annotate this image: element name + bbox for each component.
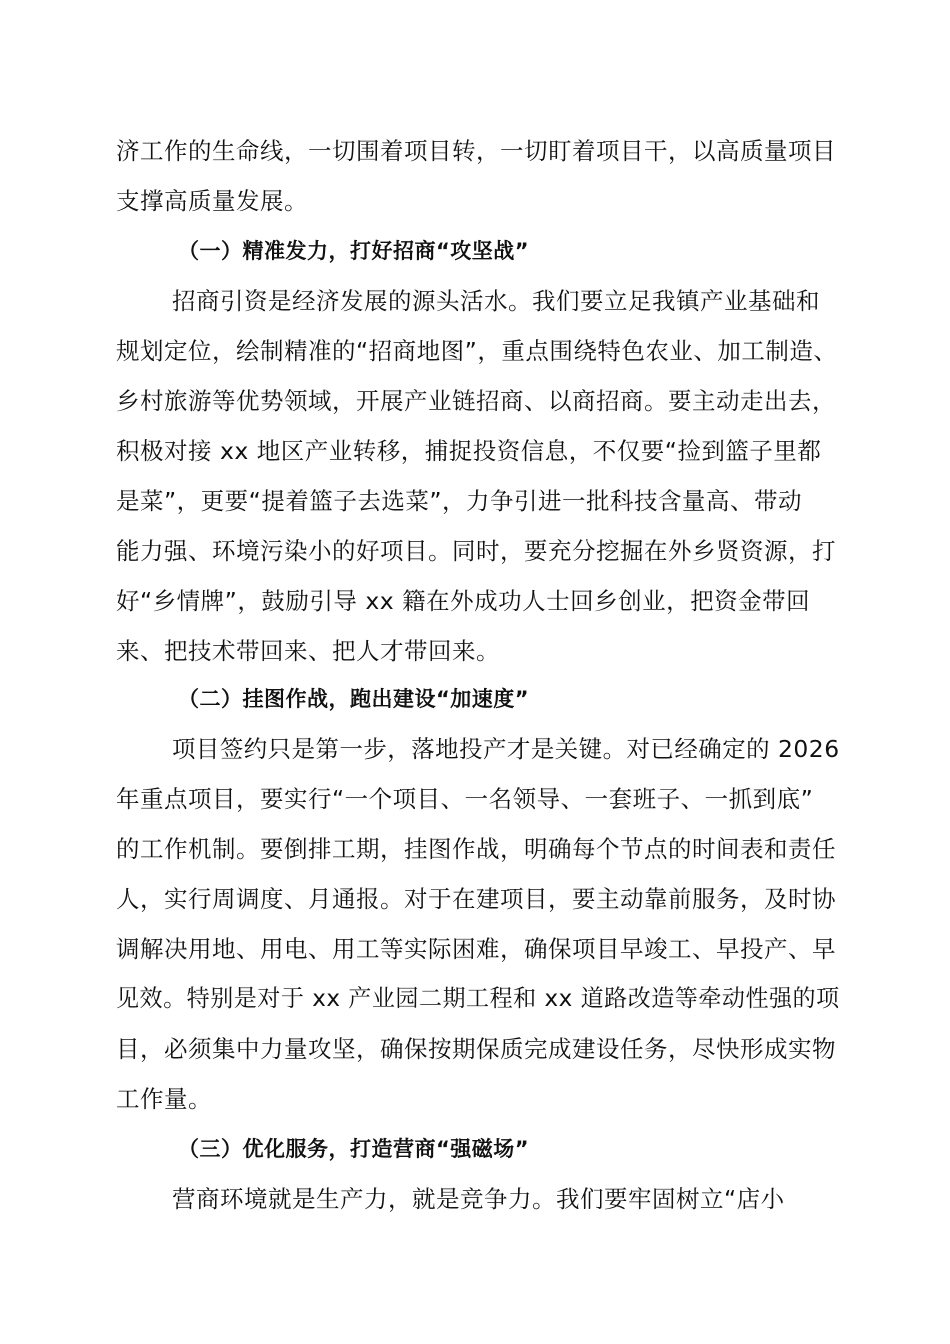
paragraph-line: 是菜”，更要“提着篮子去选菜”，力争引进一批科技含量高、带动 <box>116 487 803 515</box>
section-heading-1: （一）精准发力，打好招商“攻坚战” <box>178 239 530 263</box>
section-heading-3: （三）优化服务，打造营商“强磁场” <box>178 1137 530 1161</box>
paragraph-line: 调解决用地、用电、用工等实际困难，确保项目早竣工、早投产、早 <box>116 935 836 963</box>
paragraph-line: 工作量。 <box>116 1085 212 1113</box>
section-heading-2: （二）挂图作战，跑出建设“加速度” <box>178 687 530 711</box>
paragraph-line: 来、把技术带回来、把人才带回来。 <box>116 637 500 665</box>
paragraph-line: 的工作机制。要倒排工期，挂图作战，明确每个节点的时间表和责任 <box>116 835 836 863</box>
paragraph-line: 见效。特别是对于 xx 产业园二期工程和 xx 道路改造等牵动性强的项 <box>116 986 840 1012</box>
paragraph-line: 规划定位，绘制精准的“招商地图”，重点围绕特色农业、加工制造、 <box>116 337 838 365</box>
paragraph-line: 目，必须集中力量攻坚，确保按期保质完成建设任务，尽快形成实物 <box>116 1035 836 1063</box>
paragraph-line: 能力强、环境污染小的好项目。同时，要充分挖掘在外乡贤资源，打 <box>116 537 836 565</box>
paragraph-line: 积极对接 xx 地区产业转移，捕捉投资信息，不仅要“捡到篮子里都 <box>116 437 822 465</box>
paragraph-line: 乡村旅游等优势领域，开展产业链招商、以商招商。要主动走出去， <box>116 387 836 415</box>
paragraph-line: 支撑高质量发展。 <box>116 187 308 215</box>
paragraph-line: 项目签约只是第一步，落地投产才是关键。对已经确定的 2026 <box>172 735 840 763</box>
paragraph-line: 好“乡情牌”，鼓励引导 xx 籍在外成功人士回乡创业，把资金带回 <box>116 587 811 615</box>
paragraph-line: 济工作的生命线，一切围着项目转，一切盯着项目干，以高质量项目 <box>116 137 836 165</box>
paragraph-line: 年重点项目，要实行“一个项目、一名领导、一套班子、一抓到底” <box>116 785 814 813</box>
paragraph-line: 招商引资是经济发展的源头活水。我们要立足我镇产业基础和 <box>172 287 820 315</box>
paragraph-line: 营商环境就是生产力，就是竞争力。我们要牢固树立“店小 <box>172 1185 785 1213</box>
paragraph-line: 人，实行周调度、月通报。对于在建项目，要主动靠前服务，及时协 <box>116 885 836 913</box>
